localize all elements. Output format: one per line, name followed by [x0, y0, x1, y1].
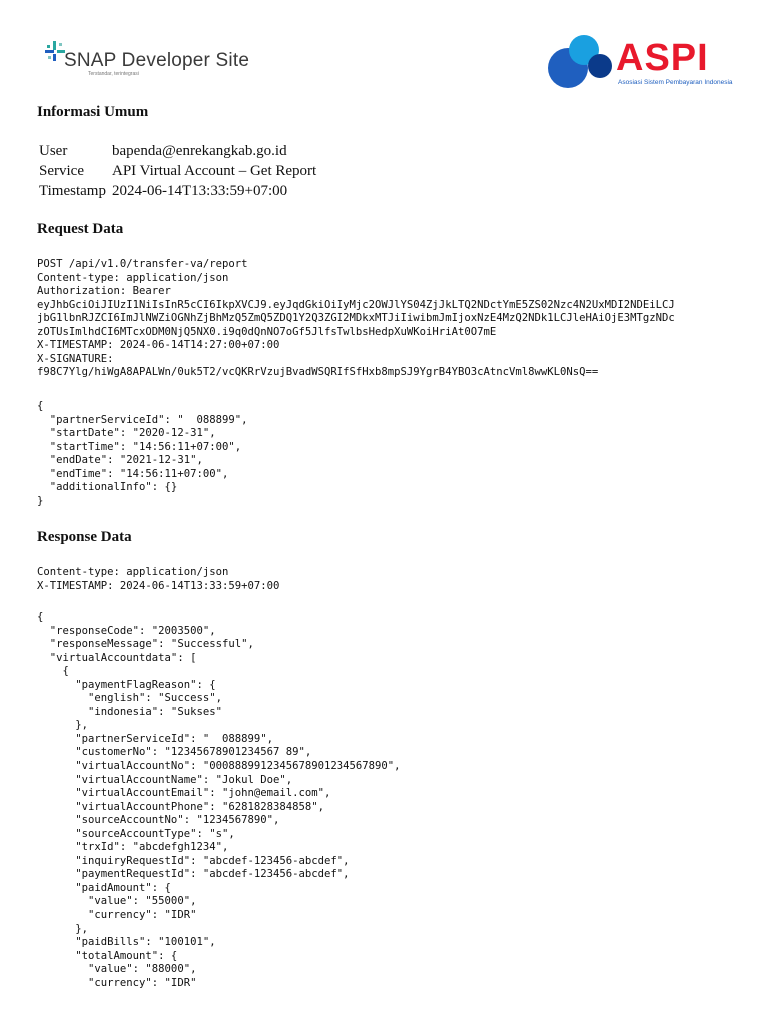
- request-body: { "partnerServiceId": " 088899", "startDate": "2020-12-31", "startTime": "14:56:11+07:00", "endDate": "2021-12-31", "endTime": "14:56:11+07:00", "additionalInfo": {} }: [37, 400, 248, 507]
- info-value: 2024-06-14T13:33:59+07:00: [112, 183, 288, 199]
- snap-logo: [44, 40, 284, 80]
- info-key: Timestamp: [39, 183, 106, 199]
- info-value: bapenda@enrekangkab.go.id: [112, 143, 287, 159]
- aspi-name: ASPI: [616, 37, 709, 79]
- snap-site-name: SNAP Developer Site: [64, 50, 250, 71]
- response-body: { "responseCode": "2003500", "responseMessage": "Successful", "virtualAccountdata": [ { "paymentFlagReason": { "english": "Success", "indonesia": "Sukses" }, "partnerServiceId": " 088899", "customerNo": "12345678901234567 89", "virtualAccountNo": "0008889912345678901234567890", "virtualAccountName": "Jokul Doe", "virtualAccountEmail": "john@email.com", "virtualAccountPhone": "6281828384858", "sourceAccountNo": "1234567890", "sourceAccountType": "s", "trxId": "abcdefgh1234", "inquiryRequestId": "abcdef-123456-abcdef", "paymentRequestId": "abcdef-123456-abcdef", "paidAmount": { "value": "55000", "currency": "IDR" }, "paidBills": "100101", "totalAmount": { "value": "88000", "currency": "IDR": [37, 611, 401, 989]
- info-row-timestamp: [39, 181, 316, 201]
- info-row-user: [39, 141, 316, 161]
- response-headers: Content-type: application/json X-TIMESTAMP: 2024-06-14T13:33:59+07:00: [37, 566, 280, 592]
- info-heading: Informasi Umum: [37, 104, 149, 120]
- info-key: Service: [39, 163, 84, 179]
- aspi-logo: [544, 32, 734, 94]
- aspi-full-name: Asosiasi Sistem Pembayaran Indonesia: [618, 79, 733, 86]
- request-heading: Request Data: [37, 221, 124, 237]
- snap-mark-icon: [44, 40, 66, 62]
- info-table: [39, 141, 316, 201]
- aspi-circles-icon: [544, 32, 616, 92]
- response-heading: Response Data: [37, 529, 132, 545]
- snap-tagline: Terstandar, terintegrasi: [88, 71, 139, 77]
- request-headers: POST /api/v1.0/transfer-va/report Content-type: application/json Authorization: Bearer eyJhbGciOiJIUzI1NiIsInR5cCI6IkpXVCJ9.eyJqdGkiOiIyMjc2OWJlYS04ZjJkLTQ2NDctYmE5ZS02Nzc4N2UxMDI2NDEiLCJ jbG1lbnRJZCI6ImJlNWZiOGNhZjBhMzQ5ZmQ5ZDQ1Y2Q3ZGI2MDkxMTJiIiwibmJmIjoxNzE4MzQ2NDk1LCJleHAiOjE3MTgzNDc zOTUsImlhdCI6MTcxODM0NjQ5NX0.i9q0dQnNO7oGf5JlfsTwlbsHedpXuWKoiHriAt0O7mE X-TIMESTAMP: 2024-06-14T14:27:00+07:00 X-SIGNATURE: f98C7Ylg/hiWgA8APALWn/0uk5T2/vcQKRrVzujBvadWSQRIfSfHxb8mpSJ9YgrB4YBO3cAtncVml8wwKL0NsQ==: [37, 258, 675, 379]
- info-row-service: [39, 161, 316, 181]
- info-key: User: [39, 143, 68, 159]
- info-value: API Virtual Account – Get Report: [112, 163, 317, 179]
- page-header: [0, 0, 768, 100]
